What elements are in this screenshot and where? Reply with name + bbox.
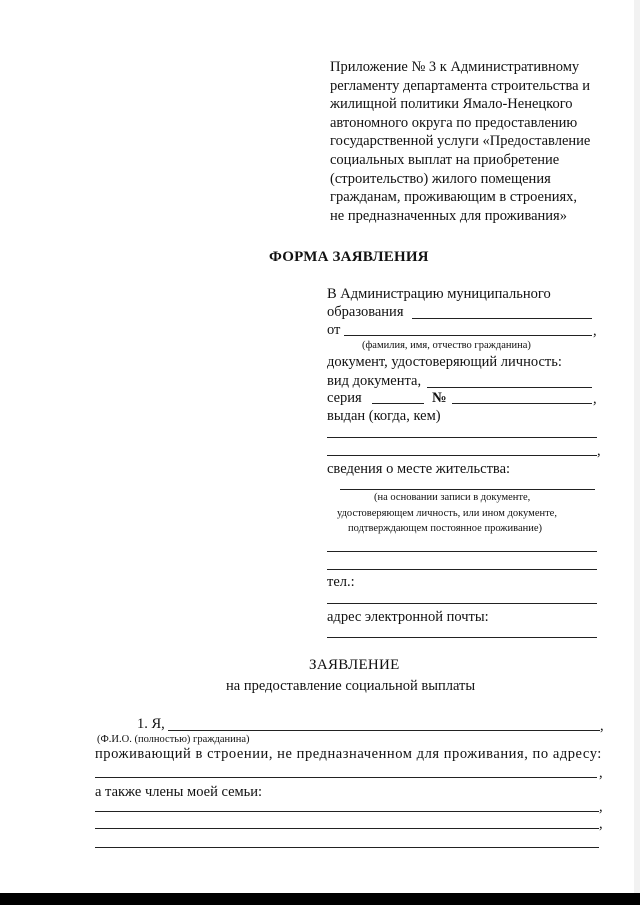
item1-label: 1. Я, [137,716,165,732]
doc-type-field[interactable] [427,387,592,388]
appendix-line: не предназначенных для проживания» [330,207,567,224]
appendix-line: (строительство) жилого помещения [330,170,551,187]
appendix-line: автономного округа по предоставлению [330,114,578,131]
comma: , [599,799,603,815]
issued-field-2[interactable] [327,455,597,456]
residence-label: сведения о месте жительства: [327,461,511,477]
email-field[interactable] [327,637,597,638]
scan-bottom-bar [0,893,640,905]
residence-hint: удостоверяющем личность, или ином документе, [337,508,557,519]
fio-field[interactable] [168,730,600,731]
form-title: ФОРМА ЗАЯВЛЕНИЯ [269,249,429,265]
appendix-line: гражданам, проживающим в строениях, [330,189,578,206]
doc-type-label: вид документа, [327,373,422,389]
series-field[interactable] [372,403,424,404]
family-field-2[interactable] [95,828,599,829]
residence-field-3[interactable] [327,569,597,570]
appendix-line: Приложение № 3 к Административному [330,59,580,75]
family-field-3[interactable] [95,847,599,848]
statement-title: ЗАЯВЛЕНИЕ [309,657,400,673]
phone-field[interactable] [327,603,597,604]
series-label: серия [327,390,362,406]
issued-field-1[interactable] [327,437,597,438]
from-field[interactable] [344,335,592,336]
residence-hint: подтверждающем постоянное проживание) [348,523,543,534]
issued-label: выдан (когда, кем) [327,408,441,424]
scan-edge [634,0,640,905]
email-label: адрес электронной почты: [327,609,489,625]
comma: , [597,443,601,459]
fio-hint: (Ф.И.О. (полностью) гражданина) [97,734,250,745]
appendix-line: регламенту департамента строительства и [330,77,591,94]
from-hint: (фамилия, имя, отчество гражданина) [362,340,531,351]
phone-label: тел.: [327,574,355,590]
appendix-line: социальных выплат на приобретение [330,151,560,168]
comma: , [600,718,604,734]
comma: , [599,816,603,832]
residence-hint: (на основании записи в документе, [374,492,531,503]
appendix-line: государственной услуги «Предоставление [330,133,591,150]
residence-field-2[interactable] [327,551,597,552]
living-text: проживающий в строении, не предназначенном для проживания, по адресу: [95,746,602,762]
number-label: № [432,390,447,406]
addressee-line: В Администрацию муниципального [327,286,551,302]
number-field[interactable] [452,403,592,404]
municipality-field[interactable] [412,318,592,319]
comma: , [593,391,597,407]
statement-subtitle: на предоставление социальной выплаты [226,678,476,694]
appendix-line: жилищной политики Ямало-Ненецкого [330,96,573,113]
family-label: а также члены моей семьи: [95,784,263,800]
municipality-label: образования [327,304,404,320]
address-field[interactable] [95,777,597,778]
family-field-1[interactable] [95,811,599,812]
comma: , [599,765,603,781]
from-label: от [327,322,341,338]
id-document-label: документ, удостоверяющий личность: [327,354,562,370]
residence-field[interactable] [340,489,595,490]
comma: , [593,323,597,339]
appendix-note [330,58,630,225]
